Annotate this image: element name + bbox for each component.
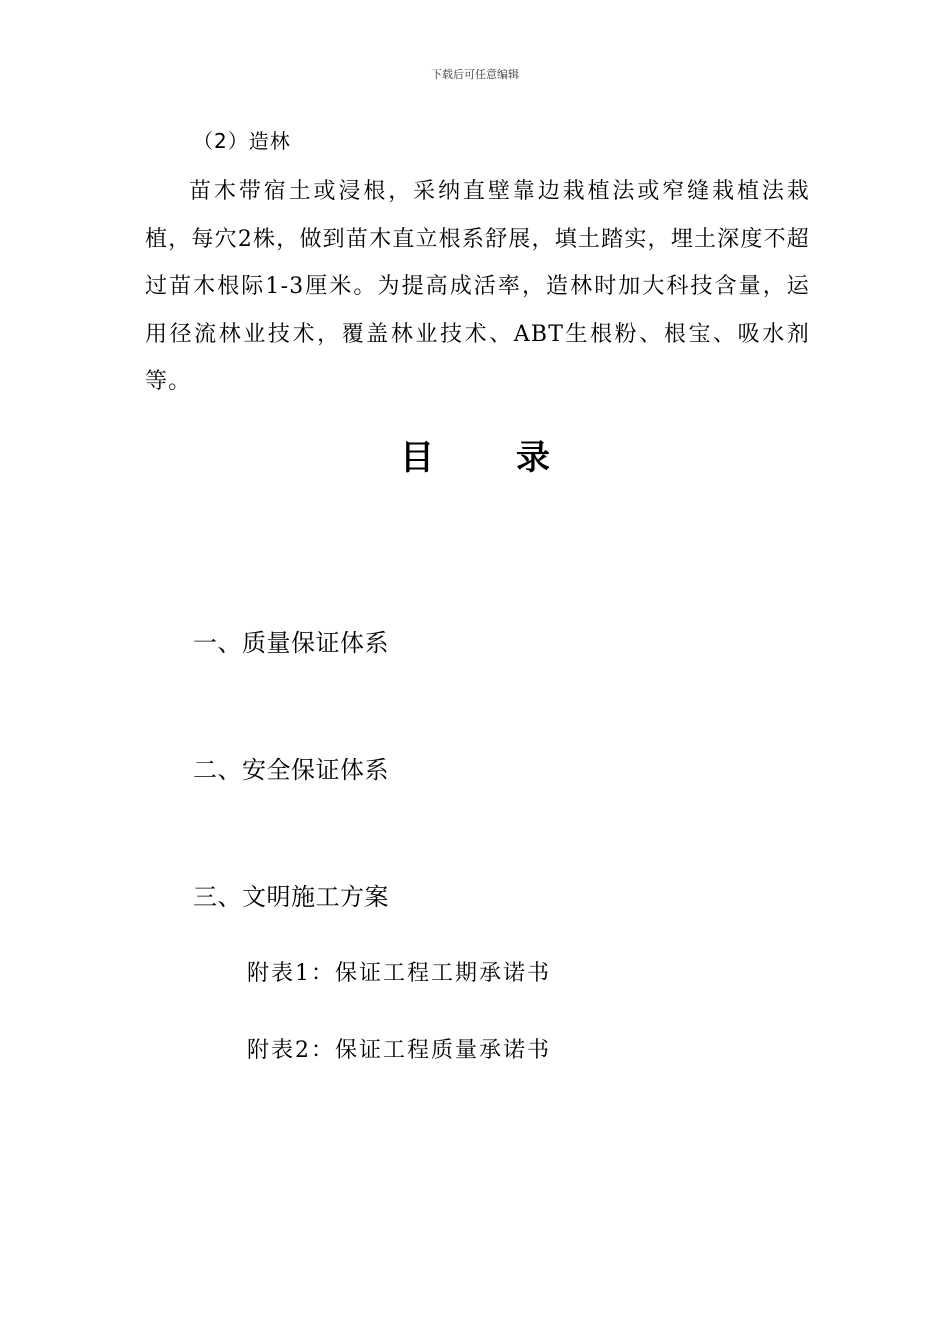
toc-item-civilized-construction: 三、文明施工方案 (193, 883, 389, 911)
toc-item-quality: 一、质量保证体系 (193, 629, 389, 657)
toc-title (0, 430, 950, 479)
toc-item-safety: 二、安全保证体系 (193, 756, 389, 784)
toc-appendix-schedule: 附表1：保证工程工期承诺书 (247, 961, 551, 986)
body-paragraph: 苗木带宿土或浸根，采纳直壁靠边栽植法或窄缝栽植法栽植，每穴2株，做到苗木直立根系舒展，填土踏实，埋土深度不超过苗木根际1-3厘米。为提高成活率，造林时加大科技含量，运用径流林业技术，覆盖林业技术、ABT生根粉、根宝、吸水剂等。 (145, 179, 810, 394)
section-subheading: （2）造林 (193, 129, 291, 153)
header-note: 下载后可任意编辑 (431, 68, 519, 81)
toc-title-right: 录 (516, 438, 550, 478)
toc-appendix-quality: 附表2：保证工程质量承诺书 (247, 1038, 551, 1063)
toc-title-left: 目 (400, 438, 434, 478)
